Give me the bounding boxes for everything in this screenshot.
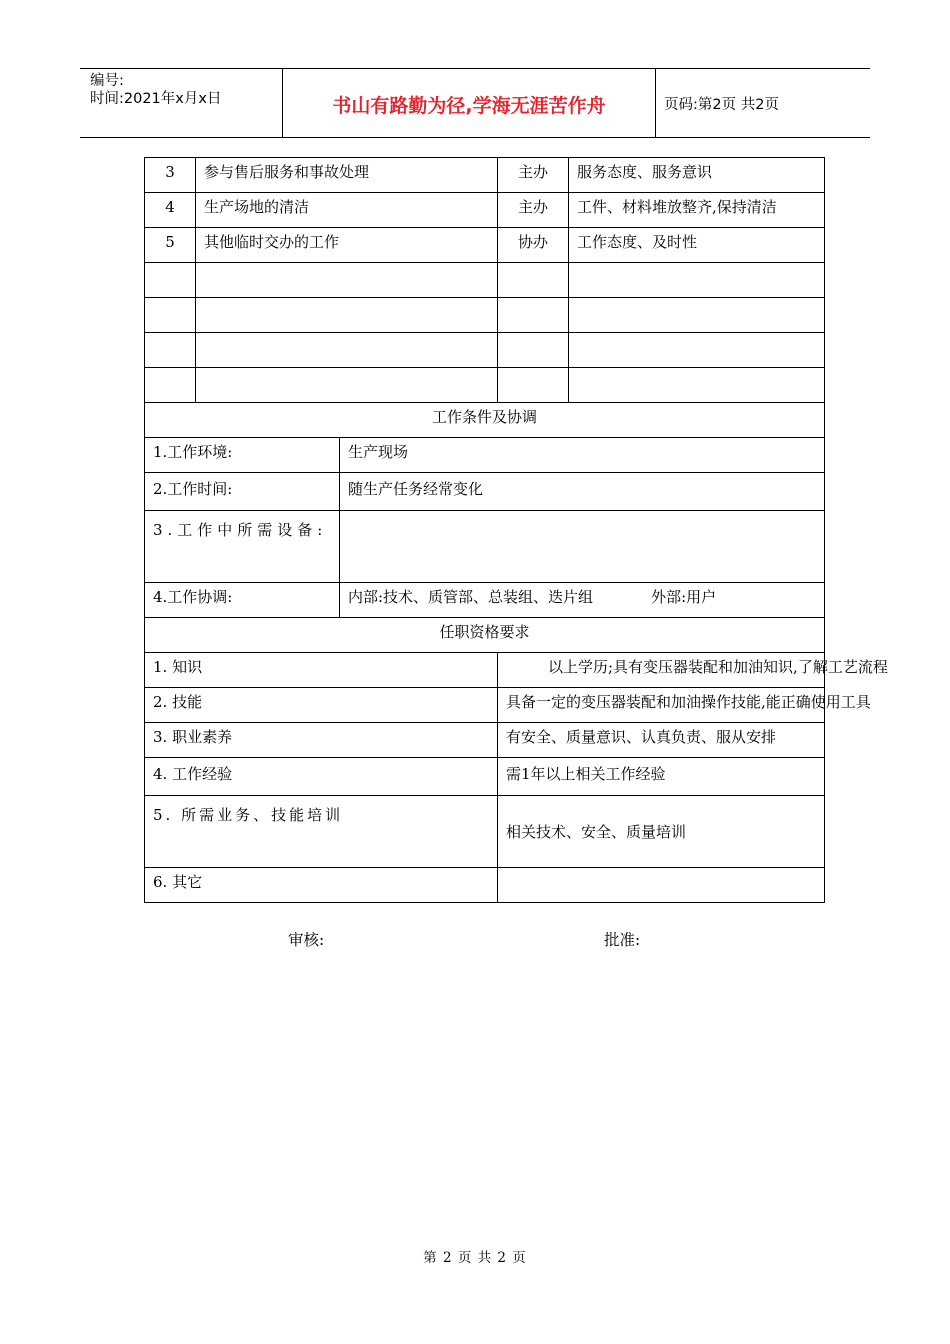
header-motto: 书山有路勤为径,学海无涯苦作舟 — [332, 95, 606, 117]
qualification-label: 3. 职业素养 — [145, 723, 498, 758]
qualification-row — [145, 688, 825, 723]
duty-task: 参与售后服务和事故处理 — [196, 158, 498, 193]
duty-no: 4 — [145, 193, 196, 228]
job-description-table — [144, 157, 888, 903]
condition-label: 2.工作时间: — [145, 473, 340, 511]
qualification-value — [498, 868, 825, 903]
duty-no: 5 — [145, 228, 196, 263]
qualification-label: 4. 工作经验 — [145, 758, 498, 796]
duty-task: 生产场地的清洁 — [196, 193, 498, 228]
qualification-value: 以上学历;具有变压器装配和加油知识,了解工艺流程 — [498, 653, 825, 688]
document-header — [80, 68, 870, 138]
condition-label: 4.工作协调: — [145, 583, 340, 618]
qualification-row — [145, 758, 825, 796]
duty-task: 其他临时交办的工作 — [196, 228, 498, 263]
duty-role: 主办 — [498, 193, 569, 228]
condition-value: 生产现场 — [340, 438, 825, 473]
condition-row — [145, 583, 825, 618]
qualification-label: 1. 知识 — [145, 653, 498, 688]
qualifications-title: 任职资格要求 — [145, 618, 825, 653]
number-label: 编号: — [90, 73, 124, 89]
duty-standard: 工作态度、及时性 — [569, 228, 825, 263]
qualification-value: 有安全、质量意识、认真负责、服从安排 — [498, 723, 825, 758]
qualification-value: 相关技术、安全、质量培训 — [498, 796, 825, 868]
empty-duty-row — [145, 333, 825, 368]
duty-role: 主办 — [498, 158, 569, 193]
empty-duty-row — [145, 368, 825, 403]
qualification-value: 需1年以上相关工作经验 — [498, 758, 825, 796]
duty-row — [145, 193, 825, 228]
qualification-label: 2. 技能 — [145, 688, 498, 723]
qualification-row — [145, 723, 825, 758]
condition-row — [145, 473, 825, 511]
duty-no: 3 — [145, 158, 196, 193]
qualification-label: 6. 其它 — [145, 868, 498, 903]
condition-value — [340, 583, 825, 618]
approve-label: 批准: — [604, 931, 641, 949]
header-divider-right — [655, 69, 656, 137]
duty-role: 协办 — [498, 228, 569, 263]
condition-row — [145, 438, 825, 473]
time-label: 时间:2021年x月x日 — [90, 91, 222, 107]
work-conditions-title: 工作条件及协调 — [145, 403, 825, 438]
condition-value: 随生产任务经常变化 — [340, 473, 825, 511]
qualification-value: 具备一定的变压器装配和加油操作技能,能正确使用工具 — [498, 688, 825, 723]
empty-duty-row — [145, 298, 825, 333]
condition-label: 3.工作中所需设备: — [145, 511, 340, 583]
work-conditions-header — [145, 403, 825, 438]
coordination-internal: 内部:技术、质管部、总装组、迭片组 — [348, 588, 594, 606]
empty-duty-row — [145, 263, 825, 298]
review-label: 审核: — [288, 931, 325, 949]
header-meta — [90, 72, 221, 108]
condition-value — [340, 511, 825, 583]
condition-row — [145, 511, 825, 583]
condition-label: 1.工作环境: — [145, 438, 340, 473]
qualification-row — [145, 653, 825, 688]
coordination-external: 外部:用户 — [651, 588, 717, 606]
duty-standard: 服务态度、服务意识 — [569, 158, 825, 193]
duty-row — [145, 158, 825, 193]
duty-standard: 工件、材料堆放整齐,保持清洁 — [569, 193, 825, 228]
header-page-info: 页码:第2页 共2页 — [664, 97, 779, 113]
qualification-row — [145, 868, 825, 903]
duty-row — [145, 228, 825, 263]
qualification-label: 5. 所需业务、技能培训 — [145, 796, 498, 868]
qualification-row — [145, 796, 825, 868]
page-footer: 第 2 页 共 2 页 — [423, 1250, 527, 1266]
qualifications-header — [145, 618, 825, 653]
